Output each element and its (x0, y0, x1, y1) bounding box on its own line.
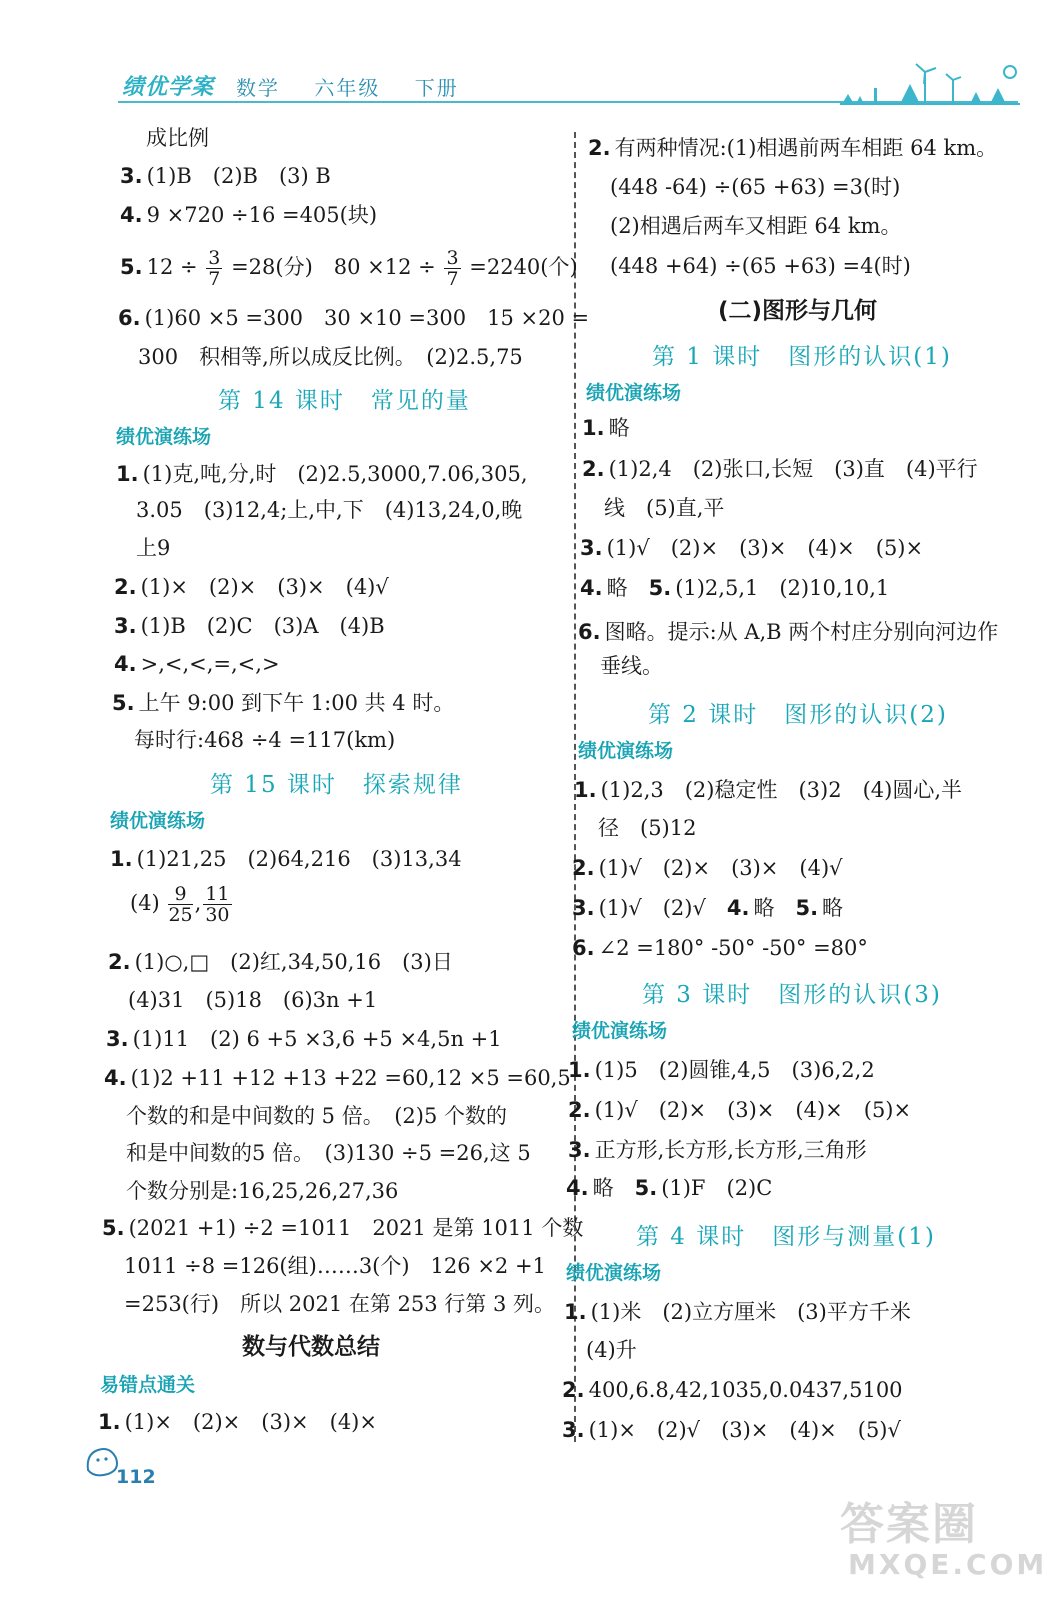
answer-line: 3. (1)√ (2)√ 4. 略 5. 略 (572, 896, 844, 920)
answer-line: 和是中间数的5 倍。 (3)130 ÷5 =26,这 5 (126, 1141, 531, 1165)
page-number: 112 (116, 1466, 156, 1488)
answer-line: 2. (1)2,4 (2)张口,长短 (3)直 (4)平行 (582, 457, 978, 481)
fraction: $\frac{3}{7}$ (208, 247, 221, 290)
watermark-url: MXQE.COM (848, 1548, 1048, 1581)
lesson-title: 第 14 课时 常见的量 (218, 388, 471, 414)
answer-line: 3. (1)√ (2)× (3)× (4)× (5)× (580, 536, 924, 560)
watermark-logo: 答案圈 (840, 1499, 978, 1550)
answer-line: 2. (1)√ (2)× (3)× (4)√ (572, 856, 843, 880)
lesson-title: 第 4 课时 图形与测量(1) (636, 1224, 936, 1250)
brand-logo: 绩优学案 (122, 75, 215, 100)
answer-line: 4. (1)2 +11 +12 +13 +22 =60,12 ×5 =60,5 (104, 1066, 571, 1090)
section-heading: 绩优演练场 (578, 740, 674, 762)
answer-line: 垂线。 (600, 654, 663, 678)
fraction: $\frac{3}{7}$ (446, 247, 459, 290)
answer-line: 1. (1)2,3 (2)稳定性 (3)2 (4)圆心,半 (574, 778, 963, 802)
answer-line: 4. 略 5. (1)F (2)C (566, 1176, 773, 1200)
header-grade: 六年级 (314, 76, 381, 100)
section-heading: 绩优演练场 (572, 1020, 668, 1042)
answer-line: 个数的和是中间数的 5 倍。 (2)5 个数的 (126, 1104, 507, 1128)
section-heading: 绩优演练场 (116, 426, 212, 448)
answer-line: 2. (1)√ (2)× (3)× (4)× (5)× (568, 1098, 912, 1122)
answer-line: 5. 12 ÷ $\frac{3}{7}$ =28(分) 80 ×12 ÷ $\frac{3}{7}$ =2240(个) (120, 247, 578, 290)
answer-line: 3.05 (3)12,4;上,中,下 (4)13,24,0,晚 (136, 498, 523, 522)
section-heading: 绩优演练场 (566, 1262, 662, 1284)
answer-line: 1. (1)米 (2)立方厘米 (3)平方千米 (564, 1300, 911, 1324)
answer-line: 3. (1)× (2)√ (3)× (4)× (5)√ (562, 1418, 901, 1442)
answer-line: (4)31 (5)18 (6)3n +1 (128, 988, 378, 1012)
answer-line: 300 积相等,所以成反比例。 (2)2.5,75 (138, 345, 523, 369)
answer-line: (4) $\frac{9}{25}$ , $\frac{11}{30}$ (130, 883, 230, 926)
answer-line: 4. >,<,<,=,<,> (114, 652, 280, 676)
section-heading: 绩优演练场 (586, 382, 682, 404)
answer-line: 3. (1)11 (2) 6 +5 ×3,6 +5 ×4,5n +1 (106, 1027, 502, 1051)
answer-line: 1. (1)5 (2)圆锥,4,5 (3)6,2,2 (568, 1058, 875, 1082)
answer-line: 6. ∠2 =180° -50° -50° =80° (572, 936, 868, 960)
answer-line: (4)升 (586, 1338, 637, 1362)
answer-line: (2)相遇后两车又相距 64 km。 (610, 214, 902, 238)
answer-line: 2. (1)× (2)× (3)× (4)√ (114, 575, 389, 599)
section-heading: 易错点通关 (100, 1374, 196, 1396)
answer-line: 4. 9 ×720 ÷16 =405(块) (120, 203, 378, 227)
section-title: (二)图形与几何 (718, 298, 878, 324)
answer-line: 2. 400,6.8,42,1035,0.0437,5100 (562, 1378, 903, 1402)
answer-line: 3. (1)B (2)B (3) B (120, 164, 331, 188)
answer-line: 1. (1)克,吨,分,时 (2)2.5,3000,7.06,305, (116, 462, 528, 486)
answer-line: 6. (1)60 ×5 =300 30 ×10 =300 15 ×20 = (118, 306, 590, 330)
answer-line: 上9 (136, 536, 171, 560)
answer-line: 4. 略 5. (1)2,5,1 (2)10,10,1 (580, 576, 890, 600)
lesson-title: 第 15 课时 探索规律 (210, 772, 463, 798)
answer-line: 3. 正方形,长方形,长方形,三角形 (568, 1138, 867, 1162)
section-title: 数与代数总结 (242, 1334, 380, 1360)
answer-line: =253(行) 所以 2021 在第 253 行第 3 列。 (124, 1292, 556, 1316)
section-heading: 绩优演练场 (110, 810, 206, 832)
answer-line: (448 -64) ÷(65 +63) =3(时) (610, 175, 901, 199)
answer-line: 1. 略 (582, 416, 630, 440)
answer-line: 2. 有两种情况:(1)相遇前两车相距 64 km。 (588, 136, 998, 160)
answer-line: (448 +64) ÷(65 +63) =4(时) (610, 254, 911, 278)
answer-line: 1011 ÷8 =126(组)……3(个) 126 ×2 +1 (124, 1254, 546, 1278)
answer-line: 5. (2021 +1) ÷2 =1011 2021 是第 1011 个数 (102, 1216, 584, 1240)
answer-line: 每时行:468 ÷4 =117(km) (134, 728, 396, 752)
header-volume: 下册 (414, 76, 459, 100)
answer-line: 个数分别是:16,25,26,27,36 (126, 1179, 399, 1203)
answer-line: 1. (1)× (2)× (3)× (4)× (98, 1410, 377, 1434)
answer-line: 5. 上午 9:00 到下午 1:00 共 4 时。 (112, 691, 455, 715)
header-decoration-icon (840, 58, 1020, 108)
header-subject: 数学 (236, 76, 280, 100)
answer-line: 线 (5)直,平 (604, 496, 725, 520)
answer-line: 1. (1)21,25 (2)64,216 (3)13,34 (110, 847, 462, 871)
lesson-title: 第 2 课时 图形的认识(2) (648, 702, 948, 728)
answer-line: 6. 图略。提示:从 A,B 两个村庄分别向河边作 (578, 620, 999, 644)
lesson-title: 第 3 课时 图形的认识(3) (642, 982, 942, 1008)
answer-line: 2. (1)○,□ (2)红,34,50,16 (3)日 (108, 950, 453, 974)
answer-line: 3. (1)B (2)C (3)A (4)B (114, 614, 385, 638)
lesson-title: 第 1 课时 图形的认识(1) (652, 344, 952, 370)
fraction: $\frac{11}{30}$ (205, 883, 230, 926)
fraction: $\frac{9}{25}$ (168, 883, 193, 926)
answer-line: 径 (5)12 (598, 816, 697, 840)
answer-line: 成比例 (146, 126, 209, 150)
header-subtitle (236, 72, 485, 101)
